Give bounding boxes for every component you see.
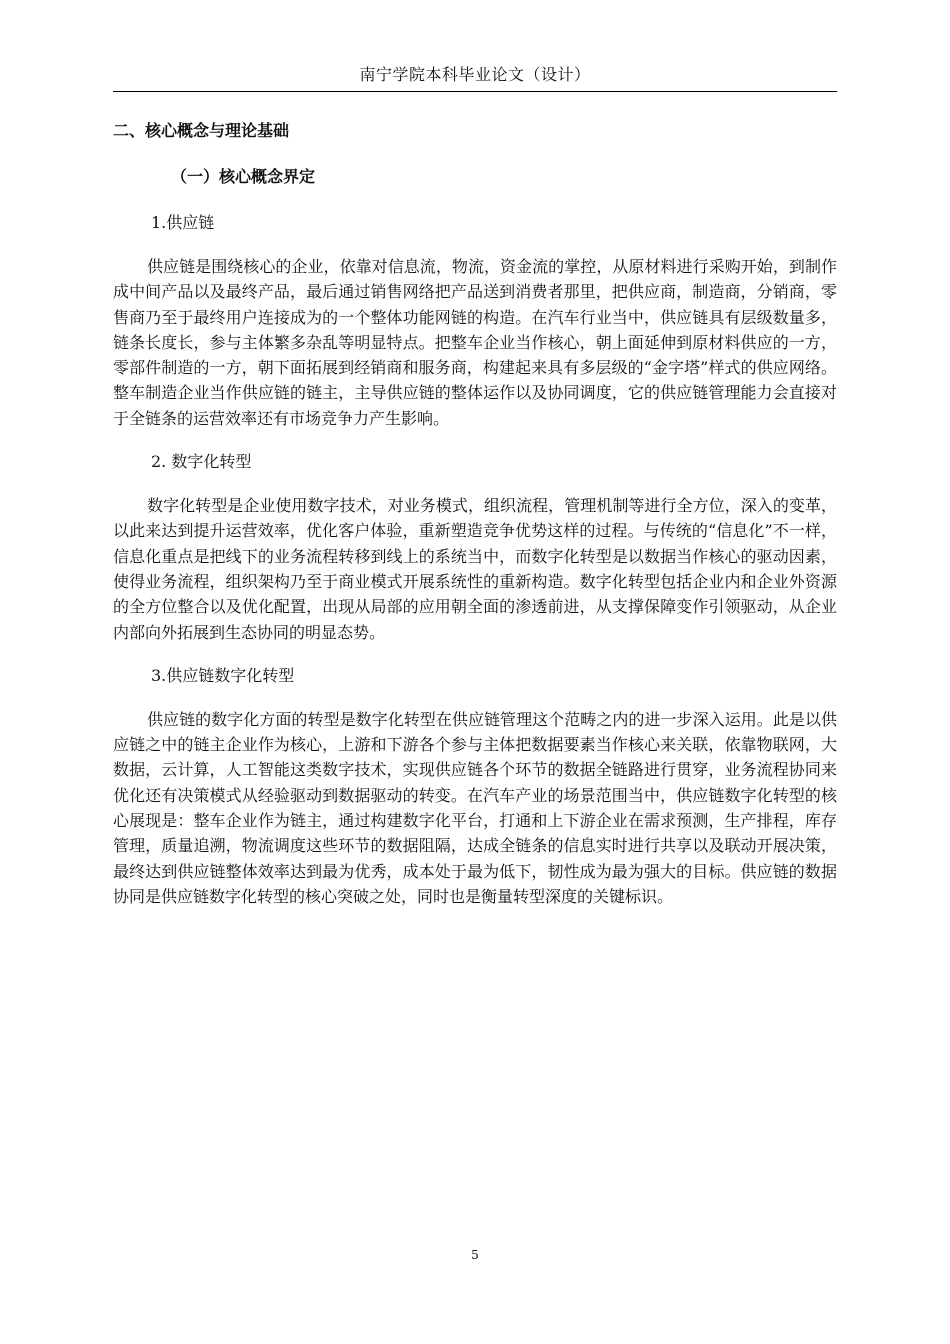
paragraph-supply-chain: 供应链是围绕核心的企业，依靠对信息流，物流，资金流的掌控，从原材料进行采购开始，到制作成中间产品以及最终产品，最后通过销售网络把产品送到消费者那里，把供应商，制造商，分销商，零售商乃至于最终用户连接成为的一个整体功能网链的构造。在汽车行业当中，供应链具有层级数量多，链条长度长，参与主体繁多杂乱等明显特点。把整车企业当作核心，朝上面延伸到原材料供应的一方，零部件制造的一方，朝下面拓展到经销商和服务商，构建起来具有多层级的“金字塔”样式的供应网络。整车制造企业当作供应链的链主，主导供应链的整体运作以及协同调度，它的供应链管理能力会直接对于全链条的运营效率还有市场竞争力产生影响。 [113, 257, 837, 428]
paragraph-digital-transformation: 数字化转型是企业使用数字技术，对业务模式，组织流程，管理机制等进行全方位，深入的变革，以此来达到提升运营效率，优化客户体验，重新塑造竞争优势这样的过程。与传统的“信息化”不一样，信息化重点是把线下的业务流程转移到线上的系统当中，而数字化转型是以数据当作核心的驱动因素，使得业务流程，组织架构乃至于商业模式开展系统性的重新构造。数字化转型包括企业内和企业外资源的全方位整合以及优化配置，出现从局部的应用朝全面的渗透前进，从支撑保障变作引领驱动，从企业内部向外拓展到生态协同的明显态势。 [113, 496, 837, 642]
subsection-title-supply-chain: 1.供应链 [151, 213, 215, 232]
header-divider [113, 91, 837, 92]
page-number: 5 [471, 1248, 479, 1262]
subsection-heading: （一）核心概念界定 [171, 167, 316, 186]
running-header: 南宁学院本科毕业论文（设计） [359, 65, 591, 84]
section-heading: 二、核心概念与理论基础 [113, 121, 290, 140]
paragraph-supply-chain-digital: 供应链的数字化方面的转型是数字化转型在供应链管理这个范畴之内的进一步深入运用。此是以供应链之中的链主企业作为核心，上游和下游各个参与主体把数据要素当作核心来关联，依靠物联网，大数据，云计算，人工智能这类数字技术，实现供应链各个环节的数据全链路进行贯穿，业务流程协同来优化还有决策模式从经验驱动到数据驱动的转变。在汽车产业的场景范围当中，供应链数字化转型的核心展现是：整车企业作为链主，通过构建数字化平台，打通和上下游企业在需求预测，生产排程，库存管理，质量追溯，物流调度这些环节的数据阻隔，达成全链条的信息实时进行共享以及联动开展决策，最终达到供应链整体效率达到最为优秀，成本处于最为低下，韧性成为最为强大的目标。供应链的数据协同是供应链数字化转型的核心突破之处，同时也是衡量转型深度的关键标识。 [113, 709, 837, 906]
body-content [113, 116, 837, 925]
subsection-title-supply-chain-digital: 3.供应链数字化转型 [151, 665, 295, 685]
subsection-title-digital-transformation: 2. 数字化转型 [151, 452, 252, 472]
